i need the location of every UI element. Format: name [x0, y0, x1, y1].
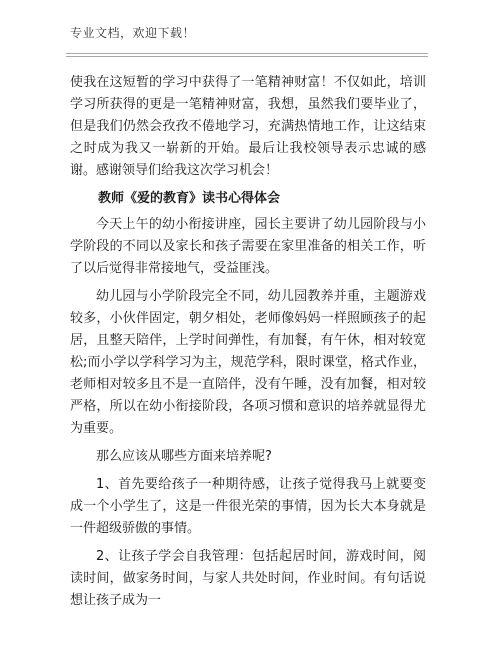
header-divider	[66, 53, 428, 57]
paragraph-closing: 使我在这短暂的学习中获得了一笔精神财富！不仅如此，培训学习所获得的更是一笔精神财富，我想，虽然我们要毕业了，但是我们仍然会孜孜不倦地学习，充满热情地工作，让这结束之时成为我又一崭新的开始。最后让我校领导表示忠诚的感谢。感谢领导们给我这次学习机会！	[70, 75, 426, 178]
paragraph-question: 那么应该从哪些方面来培养呢?	[96, 449, 272, 464]
paragraph-point-2: 2、让孩子学会自我管理：包括起居时间，游戏时间，阅读时间，做家务时间，与家人共处时间，作业时间。有句话说想让孩子成为一	[70, 549, 426, 608]
document-body	[70, 72, 426, 618]
page-header: 专业文档，欢迎下载！	[70, 26, 196, 40]
section-title: 教师《爱的教育》读书心得体会	[98, 191, 281, 206]
paragraph-comparison: 幼儿园与小学阶段完全不同，幼儿园教养并重，主题游戏较多，小伙伴固定，朝夕相处，老师像妈妈一样照顾孩子的起居，且整天陪伴，上学时间弹性，有加餐，有午休，相对较宽松;而小学以学科学习为主，规范学科，限时课堂，格式作业，老师相对较多且不是一直陪伴，没有午睡，没有加餐，相对较严格，所以在幼小衔接阶段，各项习惯和意识的培养就显得尤为重要。	[70, 289, 426, 436]
paragraph-point-1: 1、首先要给孩子一种期待感，让孩子觉得我马上就要变成一个小学生了，这是一件很光荣的事情，因为长大本身就是一件超级骄傲的事情。	[70, 477, 426, 536]
paragraph-intro: 今天上午的幼小衔接讲座，园长主要讲了幼儿园阶段与小学阶段的不同以及家长和孩子需要在家里准备的相关工作，听了以后觉得非常接地气，受益匪浅。	[70, 217, 426, 276]
